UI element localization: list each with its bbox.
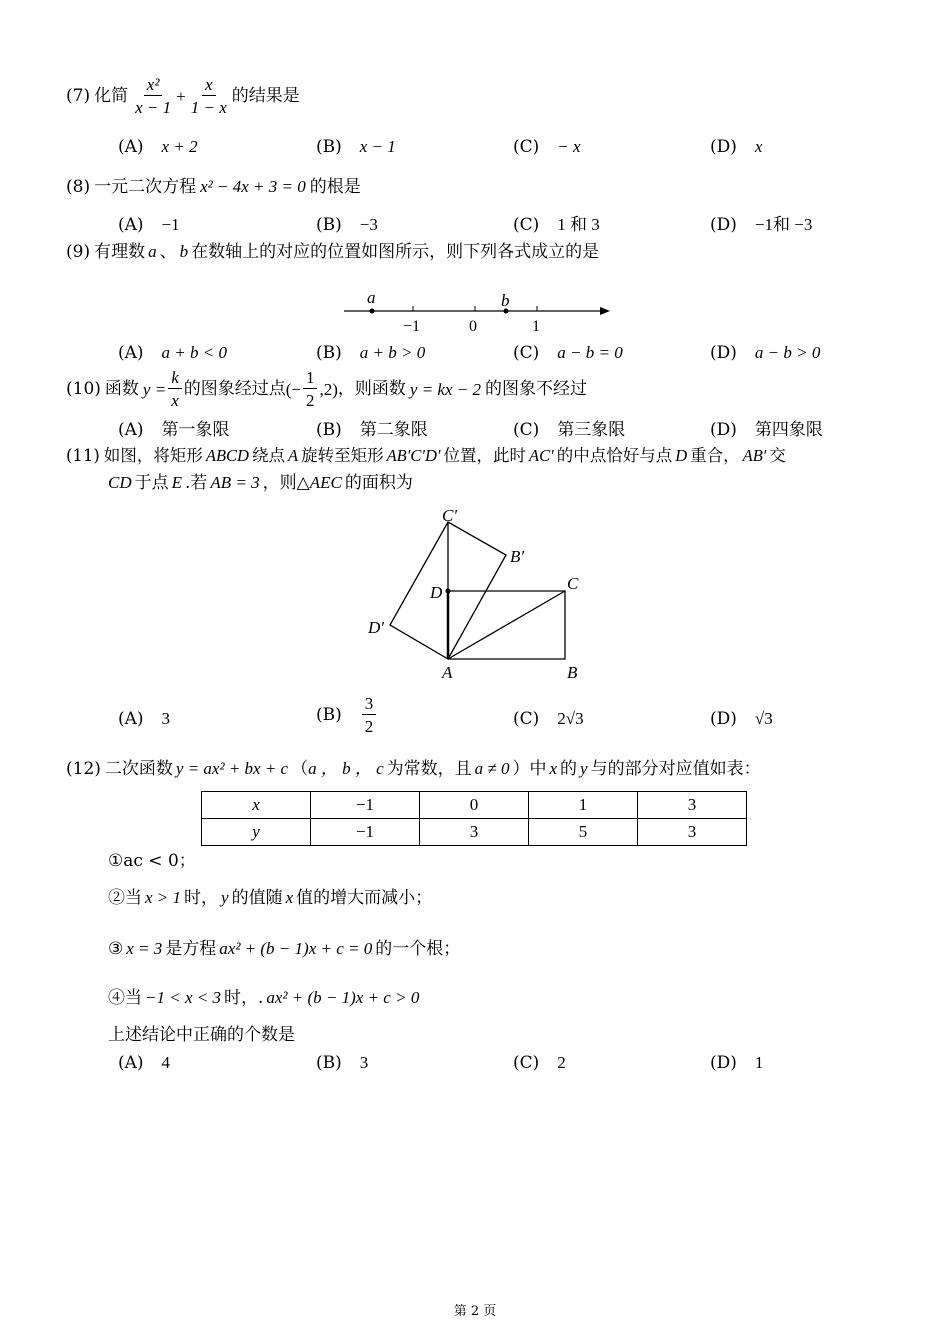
q9-option-a: (A) a + b < 0 bbox=[118, 343, 227, 363]
tick-0-label: 0 bbox=[469, 318, 477, 335]
q10-option-a: (A) 第一象限 bbox=[118, 420, 230, 440]
point-a-label: a bbox=[367, 288, 376, 307]
q12-statement-2: ②当 x > 1 时， y 的值随 x 值的增大而减小； bbox=[108, 888, 433, 908]
q7-option-b: (B) x − 1 bbox=[316, 137, 396, 157]
label-d: D bbox=[430, 583, 443, 602]
q11-rectangle-figure bbox=[360, 500, 600, 690]
q12-conclusion: 上述结论中正确的个数是 bbox=[108, 1025, 295, 1045]
point-a-dot bbox=[370, 309, 375, 314]
q12-statement-4: ④当 −1 < x < 3 时，. ax² + (b − 1)x + c > 0 bbox=[108, 988, 420, 1008]
table-cell: 3 bbox=[420, 819, 529, 846]
q9-option-c: (C) a − b = 0 bbox=[513, 343, 623, 363]
q11-stem-line-1: (11) 如图，将矩形 ABCD 绕点 A 旋转至矩形 AB′C′D′ 位置，此时 AC′ 的中点恰好与点 D 重合， AB′ 交 bbox=[66, 446, 786, 465]
q9-option-d: (D) a − b > 0 bbox=[710, 343, 821, 363]
q12-option-d: (D) 1 bbox=[710, 1053, 764, 1073]
q10-option-b: (B) 第二象限 bbox=[316, 420, 428, 440]
q10-option-c: (C) 第三象限 bbox=[513, 420, 626, 440]
q7-fraction-1: $\frac{\text{x²}}{x - 1}$ bbox=[135, 75, 172, 117]
q7-option-a: (A) x + 2 bbox=[118, 137, 198, 157]
q10-stem: (10) 函数 y = $\frac{k}{x}$ 的图象经过点 (− $\frac{1}{2}$ ,2) ，则函数 y = kx − 2 的图象不经过 bbox=[66, 368, 587, 410]
table-cell: 3 bbox=[638, 819, 747, 846]
table-cell: 5 bbox=[529, 819, 638, 846]
point-b-label: b bbox=[501, 291, 510, 310]
q7-option-d: (D) x bbox=[710, 137, 763, 157]
q11-option-d: (D) √3 bbox=[710, 709, 773, 729]
q10-fraction-half: $\frac{1}{2}$ bbox=[303, 369, 318, 409]
q12-stem: (12) 二次函数 y = ax² + bx + c （a ， b ， c 为常数，且 a ≠ 0 ）中 x 的 y 与的部分对应值如表： bbox=[66, 759, 761, 779]
q12-option-c: (C) 2 bbox=[513, 1053, 566, 1073]
tick-1-label: 1 bbox=[532, 318, 540, 335]
q7-suffix: 的结果是 bbox=[231, 85, 300, 106]
table-cell: −1 bbox=[311, 819, 420, 846]
q8-option-b: (B) −3 bbox=[316, 215, 378, 235]
q12-statement-1: ①ac < 0； bbox=[108, 851, 196, 871]
label-c-prime: C′ bbox=[442, 506, 458, 525]
label-b: B bbox=[567, 663, 578, 682]
label-c: C bbox=[567, 574, 579, 593]
q8-option-c: (C) 1 和 3 bbox=[513, 215, 600, 235]
q7-option-c: (C) − x bbox=[513, 137, 581, 157]
table-head-y: y bbox=[202, 819, 311, 846]
q12-option-a: (A) 4 bbox=[118, 1053, 171, 1073]
label-b-prime: B′ bbox=[510, 547, 525, 566]
q11-option-b: (B) $\frac{3}{2}$ bbox=[316, 695, 378, 735]
label-d-prime: D′ bbox=[368, 618, 384, 637]
table-cell: −1 bbox=[311, 792, 420, 819]
q8-stem: (8) 一元二次方程 x² − 4x + 3 = 0 的根是 bbox=[66, 177, 361, 197]
q7-stem: (7) 化简 $\frac{\text{x²}}{x - 1}$ + $\frac{x}{1 - x}$ 的结果是 bbox=[66, 75, 300, 117]
table-row bbox=[202, 819, 747, 846]
page-number: 第 2 页 bbox=[453, 1304, 497, 1319]
table-row bbox=[202, 792, 747, 819]
q11-stem-line-2: CD 于点 E .若 AB = 3 ，则△AEC 的面积为 bbox=[108, 473, 413, 493]
table-cell: 3 bbox=[638, 792, 747, 819]
q11-option-b-fraction: $\frac{3}{2}$ bbox=[362, 695, 377, 735]
table-cell: 0 bbox=[420, 792, 529, 819]
q8-option-d: (D) −1和 −3 bbox=[710, 215, 813, 235]
q12-value-table bbox=[201, 791, 747, 846]
q9-number-line bbox=[340, 286, 615, 338]
q8-option-a: (A) −1 bbox=[118, 215, 180, 235]
q7-prefix: 化简 bbox=[94, 85, 129, 106]
q9-option-b: (B) a + b > 0 bbox=[316, 343, 426, 363]
tick-neg1-label: −1 bbox=[403, 318, 421, 335]
q11-option-a: (A) 3 bbox=[118, 709, 171, 729]
q7-fraction-2: $\frac{x}{1 - x}$ bbox=[190, 75, 227, 117]
label-a: A bbox=[442, 663, 453, 682]
q12-statement-3: ③ x = 3 是方程 ax² + (b − 1)x + c = 0 的一个根； bbox=[108, 939, 461, 959]
q7-number: (7) bbox=[66, 85, 91, 106]
table-cell: 1 bbox=[529, 792, 638, 819]
table-head-x: x bbox=[202, 792, 311, 819]
q12-option-b: (B) 3 bbox=[316, 1053, 369, 1073]
q11-option-c: (C) 2√3 bbox=[513, 709, 584, 729]
q10-option-d: (D) 第四象限 bbox=[710, 420, 823, 440]
q10-fraction-k-x: $\frac{k}{x}$ bbox=[168, 369, 182, 409]
q9-stem: (9) 有理数 a 、 b 在数轴上的对应的位置如图所示，则下列各式成立的是 bbox=[66, 242, 600, 262]
